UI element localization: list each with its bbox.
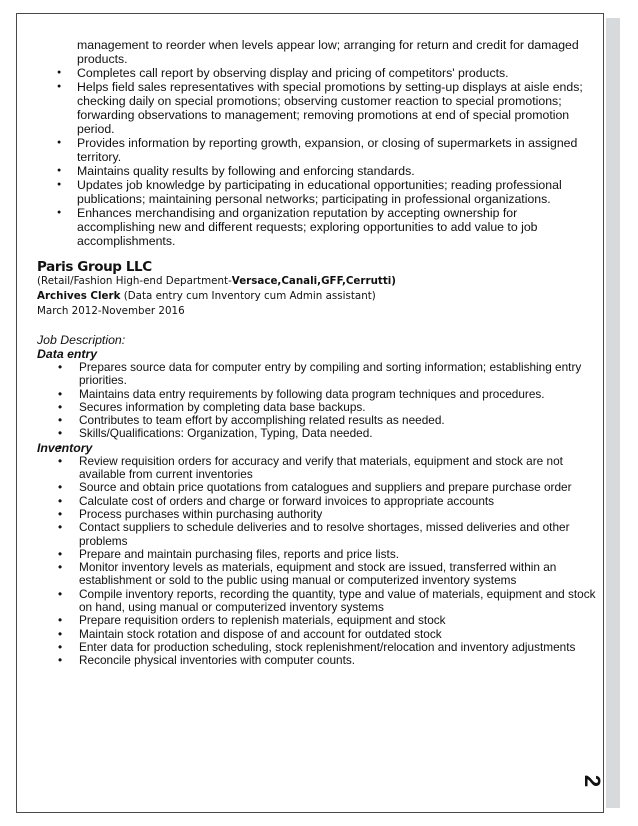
list-item: ● Enhances merchandising and organization reputation by accepting ownership for accomplishing new and different requests; exploring opportunities to add value to job accomplishments. [37, 206, 597, 248]
job-title: Archives Clerk [37, 290, 121, 302]
list-item: • Prepares source data for computer entry by compiling and sorting information; establishing entry priorities. [37, 361, 597, 388]
resume-content [37, 38, 597, 668]
skills-list [37, 427, 597, 440]
list-item: • Prepare requisition orders to replenish materials, equipment and stock [37, 614, 597, 627]
list-item: • Secures information by completing data base backups. [37, 401, 597, 414]
list-item: • Maintains data entry requirements by following data program techniques and procedures. [37, 388, 597, 401]
employment-dates: March 2012-November 2016 [37, 305, 185, 317]
bullet-continuation: management to reorder when levels appear low; arranging for return and credit for damaged products. [77, 38, 579, 66]
skills-item: • Skills/Qualifications: Organization, Typing, Data needed. [37, 427, 597, 440]
list-item: • Reconcile physical inventories with computer counts. [37, 654, 597, 667]
job-title-line [37, 289, 597, 304]
brand-names: Versace,Canali,GFF,Cerrutti) [231, 275, 396, 287]
list-item: • Contributes to team effort by accomplishing related results as needed. [37, 414, 597, 427]
duties-list [37, 66, 597, 248]
inventory-list [37, 455, 597, 668]
list-item: ● Helps field sales representatives with special promotions by setting-up displays at aisle ends; checking daily on special promotions; observing customer reaction to special promotions; forwarding observations to management; removing promotions at end of special promotion period. [37, 80, 597, 136]
list-item: • Prepare and maintain purchasing files, reports and price lists. [37, 548, 597, 561]
side-accent-bar [606, 18, 620, 808]
list-item: • Maintain stock rotation and dispose of and account for outdated stock [37, 628, 597, 641]
list-item: • Compile inventory reports, recording the quantity, type and value of materials, equipment and stock on hand, using manual or computerized inventory systems [37, 588, 597, 615]
list-item: • Monitor inventory levels as materials, equipment and stock are issued, transferred within an establishment or sold to the public using manual or computerized inventory systems [37, 561, 597, 588]
list-item: • Calculate cost of orders and charge or forward invoices to appropriate accounts [37, 495, 597, 508]
list-item: ● Maintains quality results by following and enforcing standards. [37, 164, 597, 178]
list-item: • Contact suppliers to schedule deliveries and to resolve shortages, missed deliveries and other problems [37, 521, 597, 548]
list-item: ● Provides information by reporting growth, expansion, or closing of supermarkets in assigned territory. [37, 136, 597, 164]
job-title-detail: (Data entry cum Inventory cum Admin assistant) [120, 290, 376, 302]
page-number: 2 [580, 774, 606, 788]
job-description-label: Job Description: [37, 333, 126, 347]
list-item: • Process purchases within purchasing authority [37, 508, 597, 521]
list-item: ● Updates job knowledge by participating in educational opportunities; reading professional publications; maintaining personal networks; participating in professional organizations. [37, 178, 597, 206]
company-name: Paris Group LLC [37, 259, 152, 275]
list-item: • Review requisition orders for accuracy and verify that materials, equipment and stock are not available from current inventories [37, 455, 597, 482]
list-item: • Source and obtain price quotations from catalogues and suppliers and prepare purchase order [37, 481, 597, 494]
department-line [37, 274, 597, 289]
list-item: ● Completes call report by observing display and pricing of competitors' products. [37, 66, 597, 80]
data-entry-list [37, 361, 597, 427]
list-item: • Enter data for production scheduling, stock replenishment/relocation and inventory adjustments [37, 641, 597, 654]
section-title-data-entry: Data entry [37, 347, 98, 361]
department-prefix: (Retail/Fashion High-end Department- [37, 275, 232, 287]
section-title-inventory: Inventory [37, 440, 93, 455]
